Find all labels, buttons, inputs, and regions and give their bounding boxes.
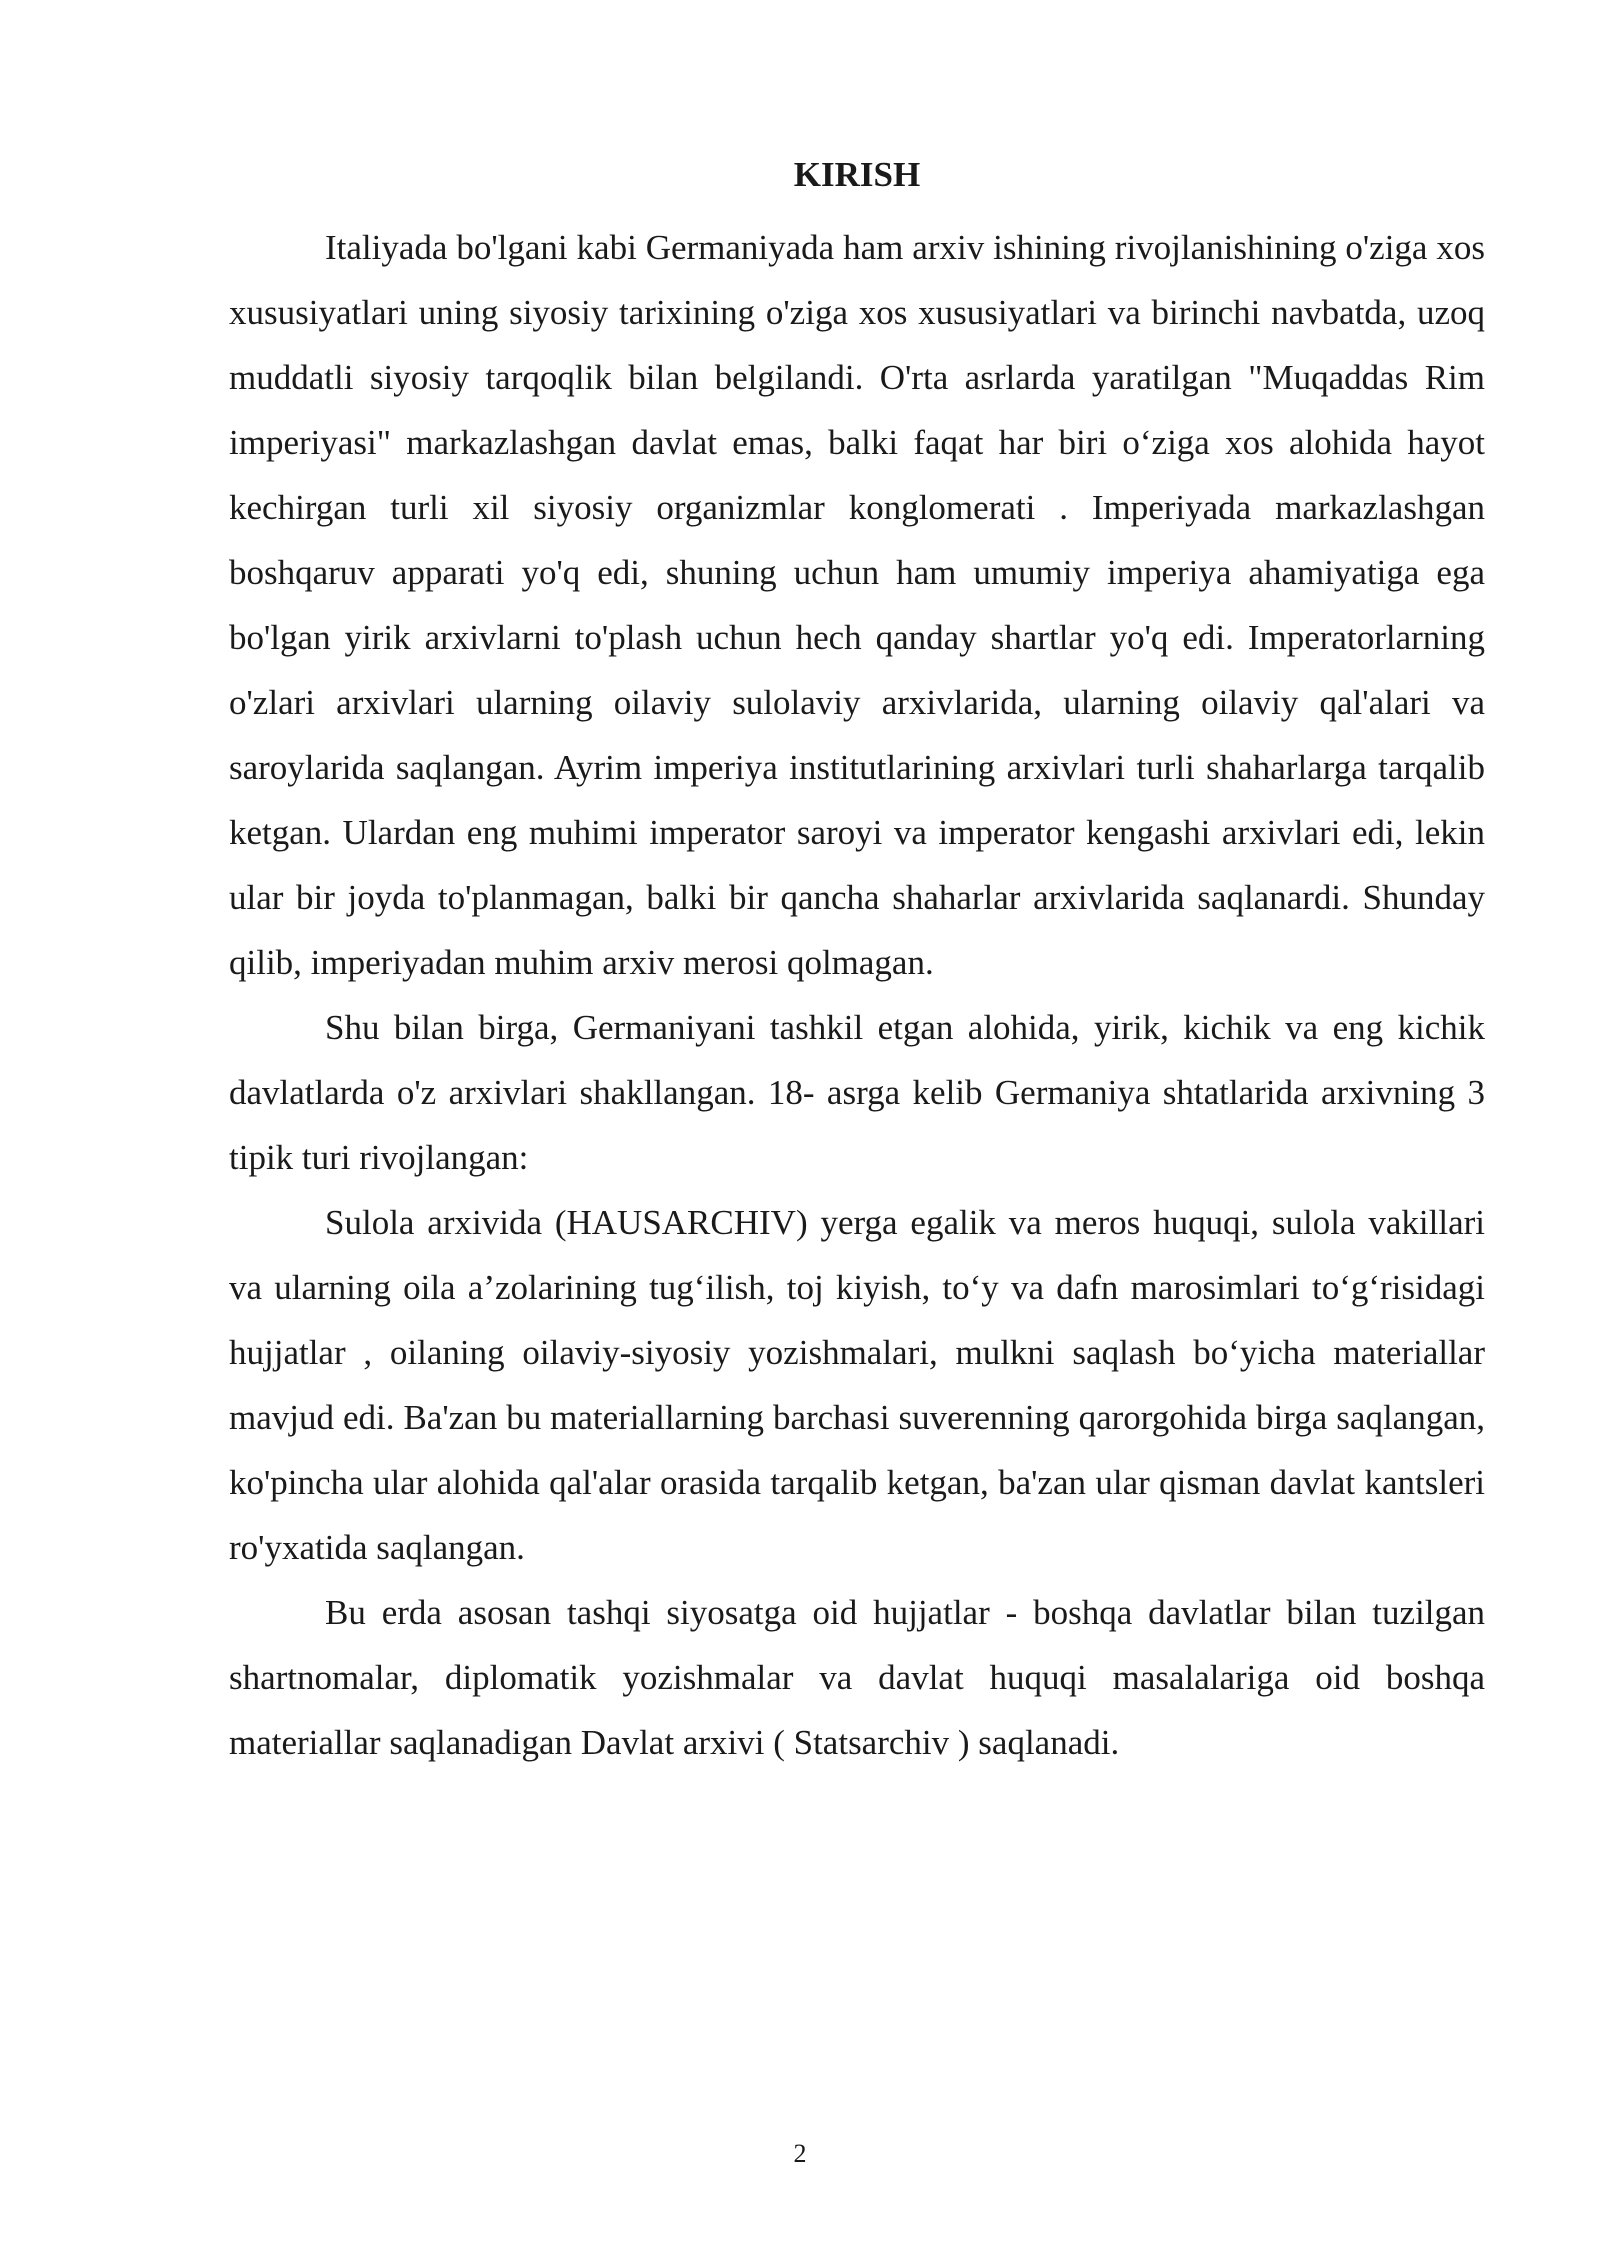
document-body (229, 150, 1485, 1775)
page-number: 2 (793, 2139, 807, 2168)
page-title: KIRISH (793, 155, 921, 194)
paragraph-1: Italiyada bo'lgani kabi Germaniyada ham arxiv ishining rivojlanishining o'ziga xos xususiyatlari uning siyosiy tarixining o'ziga xos xususiyatlari va birinchi navbatda, uzoq muddatli siyosiy tarqoqlik bilan belgilandi. O'rta asrlarda yaratilgan "Muqaddas Rim imperiyasi" markazlashgan davlat emas, balki faqat har biri o‘ziga xos alohida hayot kechirgan turli xil siyosiy organizmlar konglomerati . Imperiyada markazlashgan boshqaruv apparati yo'q edi, shuning uchun ham umumiy imperiya ahamiyatiga ega bo'lgan yirik arxivlarni to'plash uchun hech qanday shartlar yo'q edi. Imperatorlarning o'zlari arxivlari ularning oilaviy sulolaviy arxivlarida, ularning oilaviy qal'alari va saroylarida saqlangan. Ayrim imperiya institutlarining arxivlari turli shaharlarga tarqalib ketgan. Ulardan eng muhimi imperator saroyi va imperator kengashi arxivlari edi, lekin ular bir joyda to'planmagan, balki bir qancha shaharlar arxivlarida saqlanardi. Shunday qilib, imperiyadan muhim arxiv merosi qolmagan. (229, 228, 1485, 982)
paragraph-3: Sulola arxivida (HAUSARCHIV) yerga egalik va meros huquqi, sulola vakillari va ularning oila a’zolarining tug‘ilish, toj kiyish, to‘y va dafn marosimlari to‘g‘risidagi hujjatlar , oilaning oilaviy-siyosiy yozishmalari, mulkni saqlash bo‘yicha materiallar mavjud edi. Ba'zan bu materiallarning barchasi suverenning qarorgohida birga saqlangan, ko'pincha ular alohida qal'alar orasida tarqalib ketgan, ba'zan ular qisman davlat kantsleri ro'yxatida saqlangan. (229, 1203, 1485, 1567)
paragraph-2: Shu bilan birga, Germaniyani tashkil etgan alohida, yirik, kichik va eng kichik davlatlarda o'z arxivlari shakllangan. 18- asrga kelib Germaniya shtatlarida arxivning 3 tipik turi rivojlangan: (229, 1008, 1485, 1177)
paragraph-4: Bu erda asosan tashqi siyosatga oid hujjatlar - boshqa davlatlar bilan tuzilgan shartnomalar, diplomatik yozishmalar va davlat huquqi masalalariga oid boshqa materiallar saqlanadigan Davlat arxivi ( Statsarchiv ) saqlanadi. (229, 1593, 1485, 1762)
